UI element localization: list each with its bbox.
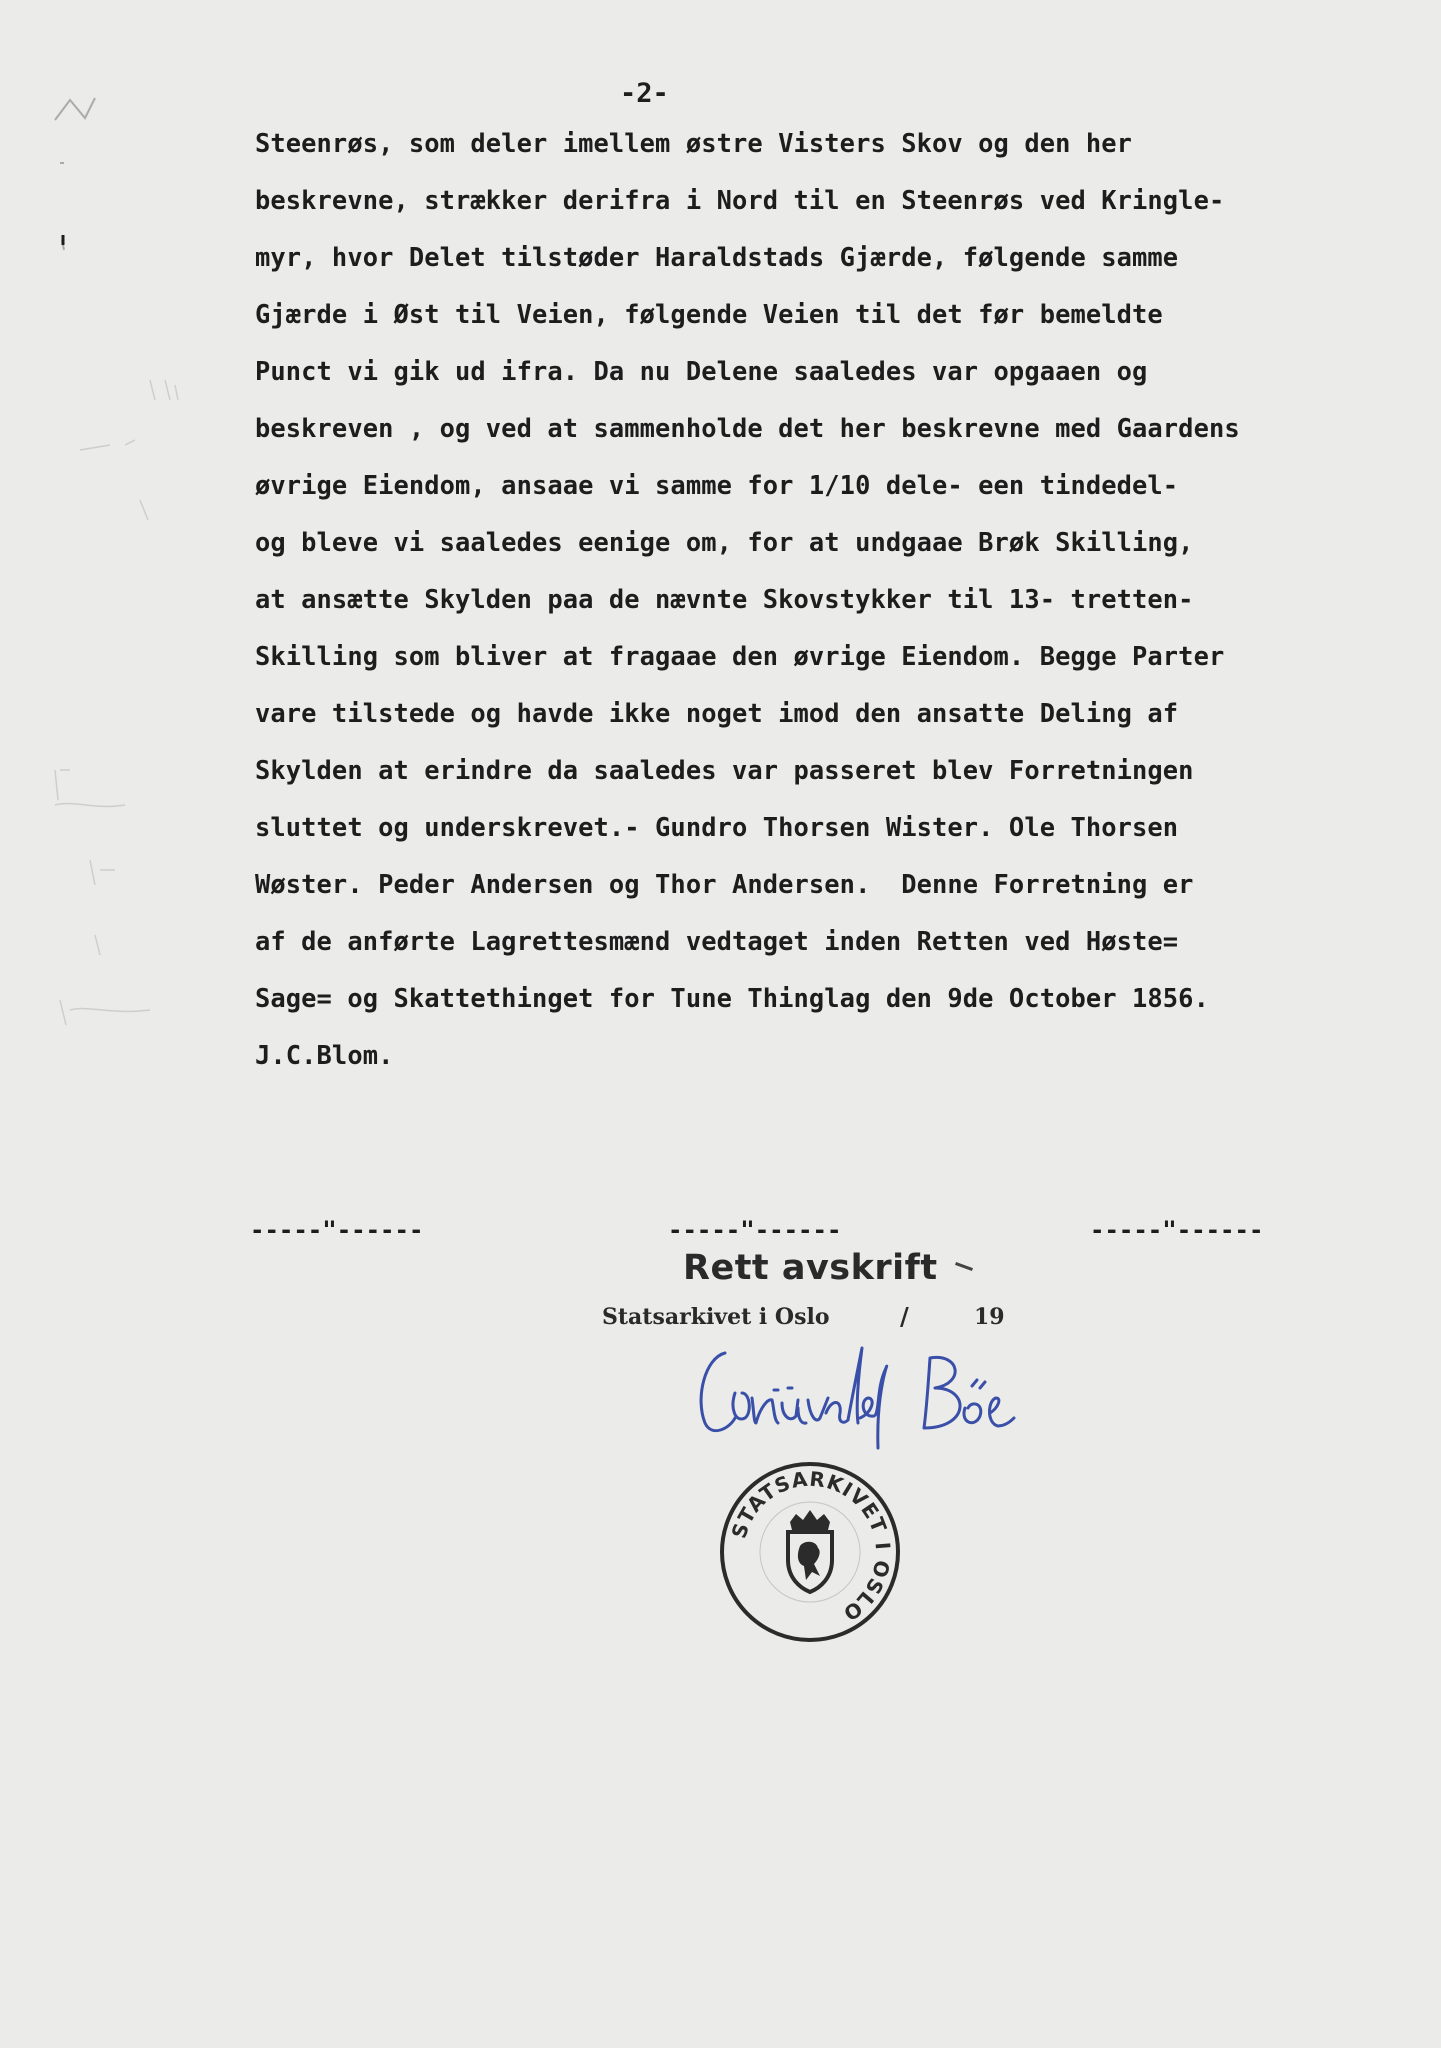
stamp-year: 19 [974,1304,1005,1330]
separator-right: -----"------ [1090,1216,1264,1244]
handwritten-signature [680,1328,1040,1458]
text-line: øvrige Eiendom, ansaae vi samme for 1/10 dele- een tindedel- [255,470,1179,500]
stamp-archive-line: Statsarkivet i Oslo [602,1304,830,1330]
text-line: at ansætte Skylden paa de nævnte Skovstykker til 13- tretten- [255,584,1194,614]
archive-seal [718,1460,902,1644]
crowned-lion-emblem [788,1510,832,1592]
text-line: Skylden at erindre da saaledes var passeret blev Forretningen [255,755,1194,785]
text-line: J.C.Blom. [255,1040,394,1070]
stamp-dash-mark [955,1262,973,1271]
transcribed-text [255,128,1395,1097]
page-number: -2- [620,78,669,109]
text-line: beskreven , og ved at sammenholde det her beskrevne med Gaardens [255,413,1240,443]
certification-stamp-title: Rett avskrift [683,1248,938,1288]
seal-text: STATSARKIVET I OSLO [726,1466,896,1627]
text-line: Sage= og Skattethinget for Tune Thinglag den 9de October 1856. [255,983,1209,1013]
text-line: og bleve vi saaledes eenige om, for at undgaae Brøk Skilling, [255,527,1194,557]
text-line: Wøster. Peder Andersen og Thor Andersen. Denne Forretning er [255,869,1194,899]
text-line: af de anførte Lagrettesmænd vedtaget inden Retten ved Høste= [255,926,1179,956]
text-line: sluttet og underskrevet.- Gundro Thorsen Wister. Ole Thorsen [255,812,1179,842]
text-line: Punct vi gik ud ifra. Da nu Delene saaledes var opgaaen og [255,356,1148,386]
text-line: beskrevne, strækker derifra i Nord til en Steenrøs ved Kringle- [255,185,1225,215]
separator-left: -----"------ [250,1216,424,1244]
text-line: Skilling som bliver at fragaae den øvrige Eiendom. Begge Parter [255,641,1225,671]
margin-pencil-marks [0,0,260,1100]
text-line: Gjærde i Øst til Veien, følgende Veien til det før bemeldte [255,299,1163,329]
text-line: vare tilstede og havde ikke noget imod den ansatte Deling af [255,698,1179,728]
stamp-date-slash: / [900,1302,909,1331]
separator-center: -----"------ [668,1216,842,1244]
text-line: Steenrøs, som deler imellem østre Visters Skov og den her [255,128,1133,158]
text-line: myr, hvor Delet tilstøder Haraldstads Gjærde, følgende samme [255,242,1179,272]
